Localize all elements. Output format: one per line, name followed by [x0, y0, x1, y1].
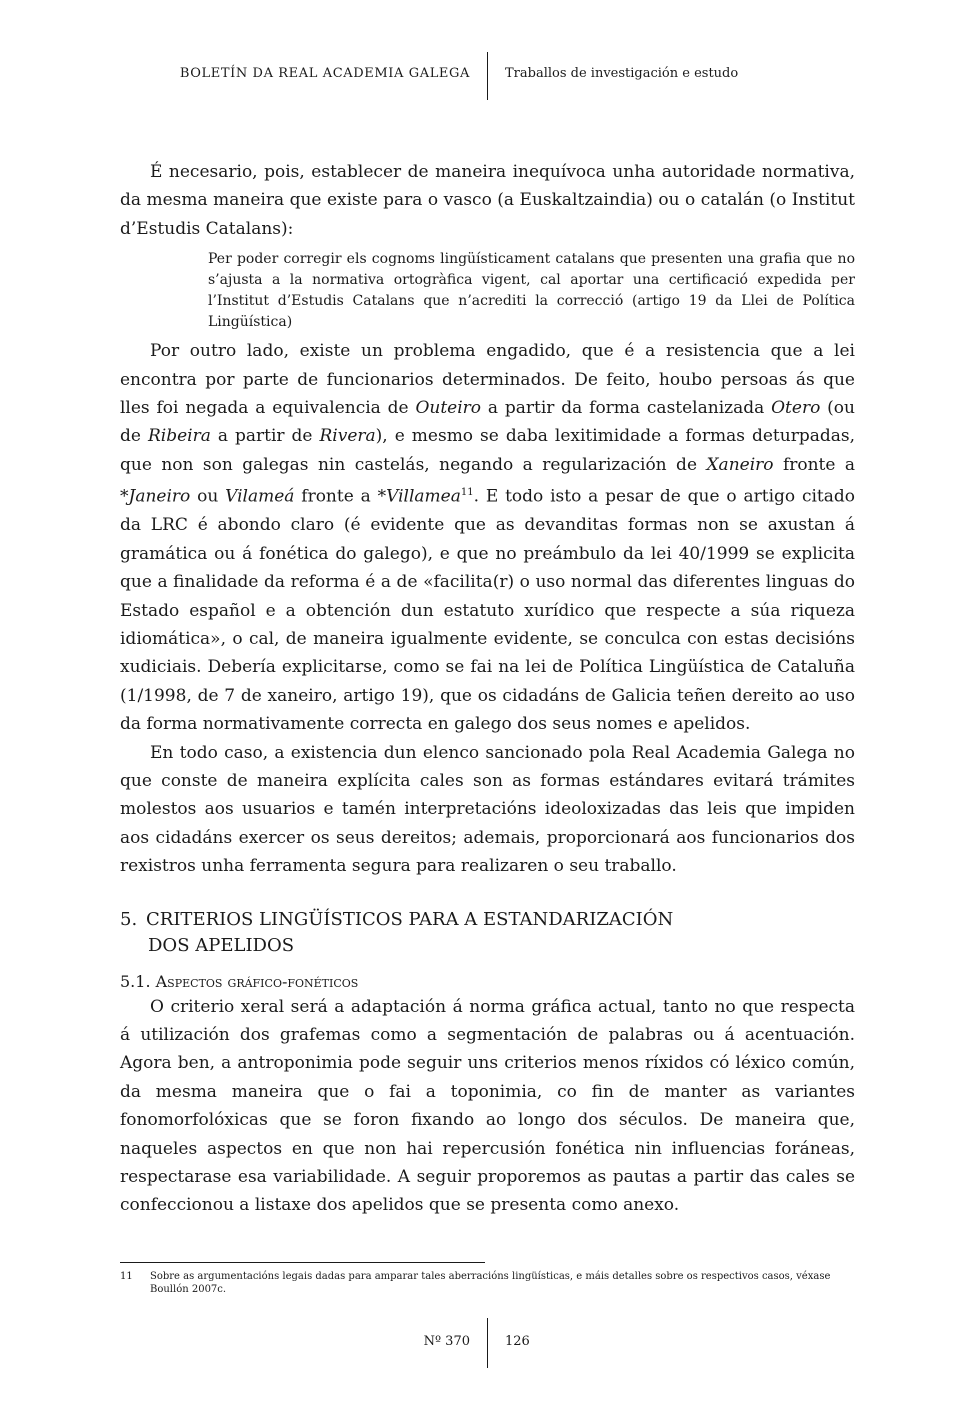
footnote-rule — [120, 1262, 485, 1263]
term-janeiro: Janeiro — [128, 486, 191, 507]
section-number: 5. — [120, 908, 138, 930]
paragraph-2: Por outro lado, existe un problema engadido, que é a resistencia que a lei encontra por parte de funcionarios determinados. De feito, houbo persoas ás que lles foi negada a equivalencia de Outeiro a partir da forma castelanizada Otero (ou de Ribeira a partir de Rivera), e mesmo se daba lexitimidade a formas deturpadas, que non son galegas nin castelás, negando a regularización de Xaneiro fronte a *Janeiro ou Vilameá fronte a *Villamea$^{11}$. E todo isto a pesar de que o artigo citado da LRC é abondo claro (é evidente que as devanditas formas non se axustan á gramática ou á fonética do galego), e que no preámbulo da lei 40/1999 se explicita que a finalidade da reforma é a de «facilita(r) o uso normal das diferentes linguas do Estado español e a obtención dun estatuto xurídico que respecte a súa riqueza idiomática», o cal, de maneira igualmente evidente, se conculca con estas decisións xudiciais. Debería explicitarse, como se fai na lei de Política Lingüística de Cataluña (1/1998, de 7 de xaneiro, artigo 19), que os cidadáns de Galicia teñen dereito ao uso da forma normativamente correcta en galego dos seus nomes e apelidos. — [120, 341, 856, 735]
section-title-line1: CRITERIOS LINGÜÍSTICOS PARA A ESTANDARIZACIÓN — [146, 908, 674, 930]
issue-number: Nº 370 — [423, 1334, 470, 1349]
page-number: 126 — [505, 1334, 530, 1349]
footnote — [120, 1270, 855, 1296]
block-quote: Per poder corregir els cognoms lingüísticament catalans que presenten una grafia que no s’ajusta a la normativa ortogràfica vigent, cal aportar una certificació expedida per l’Institut d’Estudis Catalans que n’acrediti la correcció (artigo 19 da Llei de Política Lingüística) — [208, 251, 855, 331]
subsection-heading — [120, 971, 855, 993]
section-title: Traballos de investigación e estudo — [505, 66, 739, 81]
paragraph-3: En todo caso, a existencia dun elenco sancionado pola Real Academia Galega no que conste de maneira explícita cales son as formas estándares evitará trámites molestos aos usuarios e tamén interpretacións ideoloxizadas das leis que impiden aos cidadáns exercer os seus dereitos; ademais, proporcionará aos funcionarios dos rexistros unha ferramenta segura para realizaren o seu traballo. — [120, 742, 855, 877]
term-villamea: Villamea — [386, 486, 461, 507]
footnote-text: Sobre as argumentacións legais dadas para amparar tales aberracións lingüísticas, e máis detalles sobre os respectivos casos, véxase Boullón 2007c. — [150, 1271, 831, 1295]
footer-divider — [487, 1318, 488, 1368]
header-divider — [487, 52, 488, 100]
footnote-number: 11 — [120, 1271, 133, 1282]
journal-title: BOLETÍN DA REAL ACADEMIA GALEGA — [179, 66, 470, 81]
section-heading — [120, 907, 855, 959]
paragraph-1: É necesario, pois, establecer de maneira inequívoca unha autoridade normativa, da mesma maneira que existe para o vasco (a Euskaltzaindia) ou o catalán (o Institut d’Estudis Catalans): — [120, 162, 855, 239]
section-title-line2: DOS APELIDOS — [148, 934, 295, 956]
subsection-title: Aspectos gráfico-fonéticos — [155, 971, 359, 991]
term-ribeira: Ribeira — [147, 426, 211, 447]
running-footer — [0, 1318, 975, 1368]
paragraph-4: O criterio xeral será a adaptación á norma gráfica actual, tanto no que respecta á utilización dos grafemas como a segmentación de palabras ou á acentuación. Agora ben, a antroponimia pode seguir uns criterios menos ríxidos có léxico común, da mesma maneira que o fai a toponimia, co fin de manter as variantes fonomorfolóxicas que se foron fixando ao longo dos séculos. De maneira que, naqueles aspectos en que non hai repercusión fonética nin influencias foráneas, respectarase esa variabilidade. A seguir proporemos as pautas a partir das cales se confeccionou a listaxe dos apelidos que se presenta como anexo. — [120, 996, 855, 1216]
term-rivera: Rivera — [319, 426, 376, 447]
term-outeiro: Outeiro — [415, 398, 482, 419]
main-text — [120, 158, 855, 1220]
term-xaneiro: Xaneiro — [706, 454, 774, 475]
subsection-number: 5.1. — [120, 971, 151, 991]
term-vilamea: Vilameá — [225, 486, 295, 507]
term-otero: Otero — [771, 398, 821, 419]
running-header — [0, 52, 975, 100]
footnote-ref[interactable]: 11 — [460, 487, 474, 499]
